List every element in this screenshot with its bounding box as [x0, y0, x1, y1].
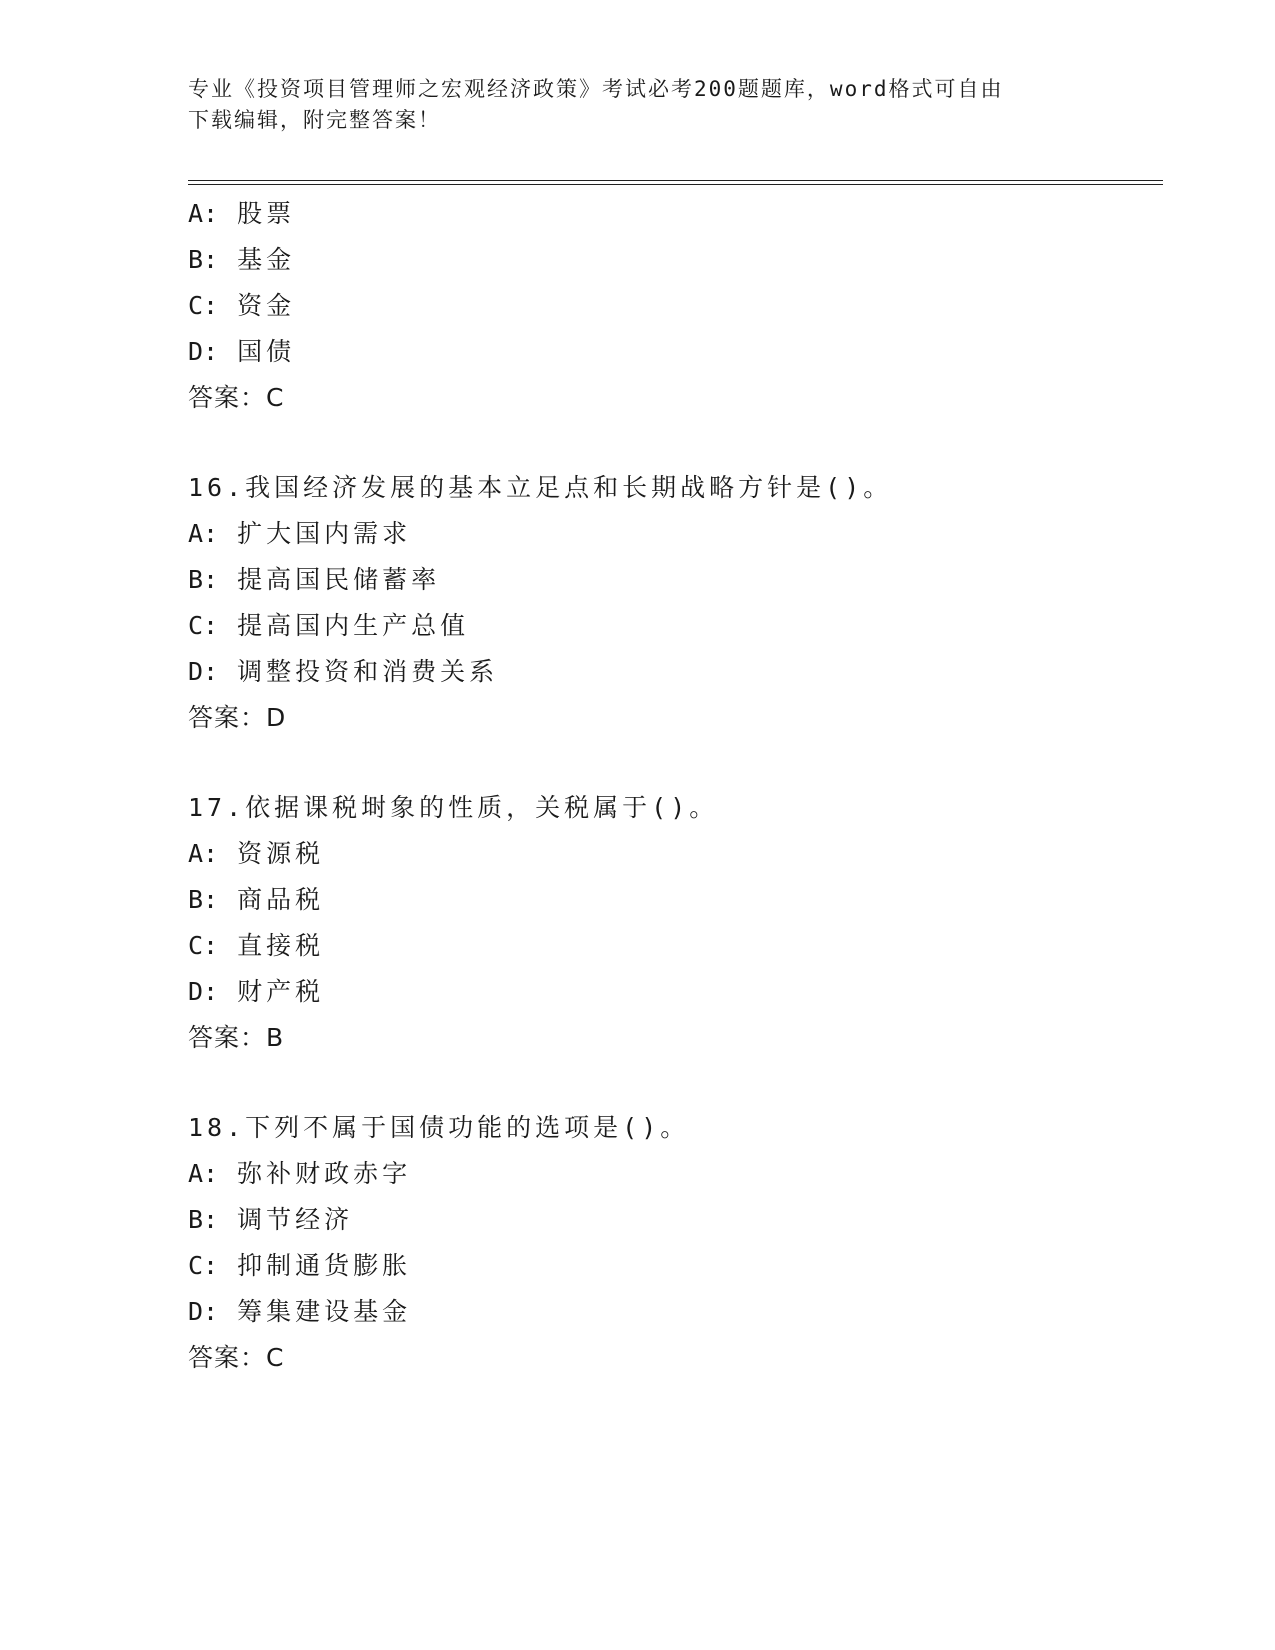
- question-stem: 18.下列不属于国债功能的选项是()。: [188, 1113, 690, 1142]
- option-text: 直接税: [237, 931, 325, 960]
- option-text: 提高国内生产总值: [237, 611, 470, 640]
- option-key: A:: [188, 199, 219, 228]
- option-key: C:: [188, 1251, 219, 1280]
- option-d: [188, 969, 1168, 1015]
- option-text: 商品税: [237, 885, 325, 914]
- question-17: [188, 785, 1168, 1061]
- option-key: D:: [188, 337, 219, 366]
- option-c: [188, 923, 1168, 969]
- answer-line: 答案：C: [188, 1343, 285, 1372]
- option-key: C:: [188, 931, 219, 960]
- question-content: [188, 191, 1168, 1381]
- option-d: [188, 649, 1168, 695]
- header-title-line-1: 专业《投资项目管理师之宏观经济政策》考试必考200题题库，word格式可自由: [188, 77, 1004, 101]
- option-c: [188, 283, 1168, 329]
- option-text: 调整投资和消费关系: [237, 657, 499, 686]
- option-text: 国债: [237, 337, 296, 366]
- option-b: [188, 237, 1168, 283]
- option-text: 资金: [237, 291, 296, 320]
- question-18: [188, 1105, 1168, 1381]
- option-text: 调节经济: [237, 1205, 354, 1234]
- option-d: [188, 1289, 1168, 1335]
- document-header: [188, 74, 1088, 136]
- question-16: [188, 465, 1168, 741]
- option-text: 财产税: [237, 977, 325, 1006]
- option-key: D:: [188, 1297, 219, 1326]
- option-text: 股票: [237, 199, 296, 228]
- option-a: [188, 511, 1168, 557]
- option-a: [188, 191, 1168, 237]
- option-key: B:: [188, 245, 219, 274]
- option-text: 筹集建设基金: [237, 1297, 412, 1326]
- option-text: 提高国民储蓄率: [237, 565, 441, 594]
- option-a: [188, 1151, 1168, 1197]
- option-key: A:: [188, 839, 219, 868]
- question-stem: 17.依据课税埘象的性质，关税属于()。: [188, 793, 719, 822]
- header-divider-bottom: [188, 184, 1163, 185]
- question-stem: 16.我国经济发展的基本立足点和长期战略方针是()。: [188, 473, 893, 502]
- option-text: 弥补财政赤字: [237, 1159, 412, 1188]
- option-key: D:: [188, 977, 219, 1006]
- option-key: B:: [188, 565, 219, 594]
- option-key: A:: [188, 1159, 219, 1188]
- option-b: [188, 557, 1168, 603]
- header-title-line-2: 下载编辑，附完整答案！: [188, 108, 441, 132]
- answer-line: 答案：B: [188, 1023, 285, 1052]
- option-text: 扩大国内需求: [237, 519, 412, 548]
- header-divider-top: [188, 180, 1163, 181]
- answer-line: 答案：D: [188, 703, 287, 732]
- option-c: [188, 1243, 1168, 1289]
- option-b: [188, 877, 1168, 923]
- option-key: D:: [188, 657, 219, 686]
- partial-question-block: [188, 191, 1168, 421]
- option-c: [188, 603, 1168, 649]
- answer-line: 答案：C: [188, 383, 285, 412]
- option-text: 资源税: [237, 839, 325, 868]
- option-b: [188, 1197, 1168, 1243]
- option-d: [188, 329, 1168, 375]
- option-text: 抑制通货膨胀: [237, 1251, 412, 1280]
- option-a: [188, 831, 1168, 877]
- option-key: C:: [188, 291, 219, 320]
- option-key: C:: [188, 611, 219, 640]
- option-key: B:: [188, 885, 219, 914]
- option-key: B:: [188, 1205, 219, 1234]
- option-text: 基金: [237, 245, 296, 274]
- option-key: A:: [188, 519, 219, 548]
